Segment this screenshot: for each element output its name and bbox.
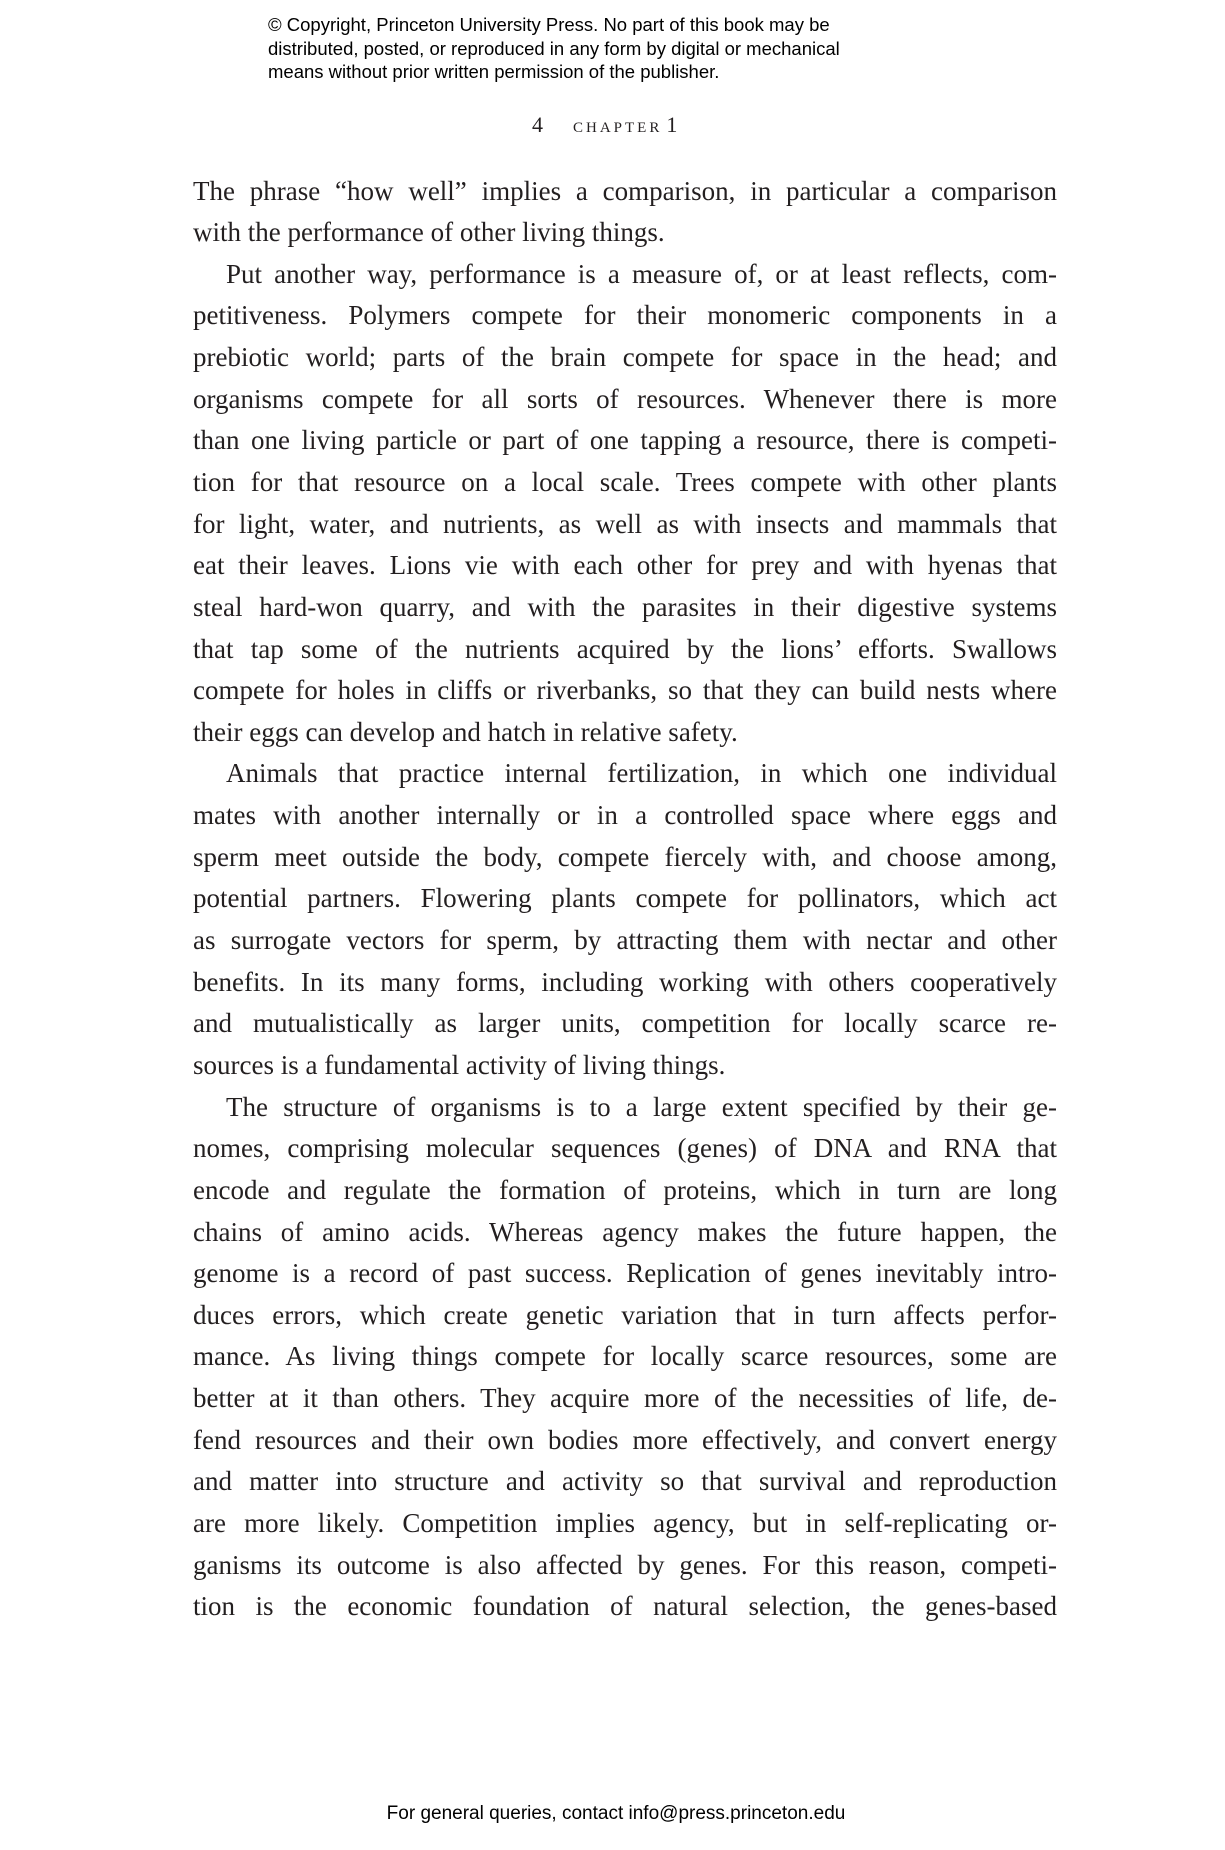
body-text bbox=[193, 171, 1057, 1628]
text-line: encode and regulate the formation of proteins, which in turn are long bbox=[193, 1174, 1057, 1205]
text-line: chains of amino acids. Whereas agency makes the future happen, the bbox=[193, 1216, 1057, 1247]
copyright-line: means without prior written permission of the publisher. bbox=[268, 61, 720, 82]
text-line: organisms compete for all sorts of resources. Whenever there is more bbox=[193, 383, 1057, 414]
text-line: Put another way, performance is a measure of, or at least reflects, com- bbox=[226, 258, 1057, 289]
copyright-line: © Copyright, Princeton University Press. No part of this book may be bbox=[268, 14, 830, 35]
text-line: The phrase “how well” implies a comparison, in particular a comparison bbox=[193, 175, 1057, 206]
copyright-line: distributed, posted, or reproduced in any form by digital or mechanical bbox=[268, 37, 840, 59]
text-line: tion for that resource on a local scale. Trees compete with other plants bbox=[193, 466, 1057, 497]
footer-contact: For general queries, contact info@press.princeton.edu bbox=[386, 1803, 846, 1824]
text-line: petitiveness. Polymers compete for their monomeric components in a bbox=[193, 300, 1057, 331]
text-line: compete for holes in cliffs or riverbanks, so that they can build nests where bbox=[193, 675, 1057, 706]
text-line: sources is a fundamental activity of living things. bbox=[193, 1049, 726, 1080]
text-line: potential partners. Flowering plants compete for pollinators, which act bbox=[193, 883, 1057, 914]
text-line: with the performance of other living things. bbox=[193, 217, 665, 248]
text-line: nomes, comprising molecular sequences (genes) of DNA and RNA that bbox=[193, 1133, 1057, 1164]
text-line: fend resources and their own bodies more effectively, and convert energy bbox=[193, 1424, 1057, 1455]
copyright-notice bbox=[268, 13, 988, 84]
text-line: better at it than others. They acquire more of the necessities of life, de- bbox=[193, 1383, 1057, 1414]
text-line: benefits. In its many forms, including working with others cooperatively bbox=[193, 966, 1057, 997]
page-number: 4 bbox=[532, 112, 543, 137]
text-line: are more likely. Competition implies agency, but in self-replicating or- bbox=[193, 1508, 1057, 1538]
text-line: and mutualistically as larger units, competition for locally scarce re- bbox=[193, 1008, 1057, 1039]
text-line: genome is a record of past success. Replication of genes inevitably intro- bbox=[193, 1258, 1057, 1289]
chapter-label: chapter bbox=[573, 112, 663, 137]
text-line: steal hard-won quarry, and with the parasites in their digestive systems bbox=[193, 591, 1057, 622]
text-line: than one living particle or part of one tapping a resource, there is competi- bbox=[193, 425, 1057, 456]
text-line: duces errors, which create genetic variation that in turn affects perfor- bbox=[193, 1299, 1057, 1330]
text-line: that tap some of the nutrients acquired by the lions’ efforts. Swallows bbox=[193, 633, 1057, 664]
text-line: prebiotic world; parts of the brain compete for space in the head; and bbox=[193, 342, 1057, 373]
text-line: tion is the economic foundation of natural selection, the genes-based bbox=[193, 1591, 1057, 1622]
text-line: sperm meet outside the body, compete fiercely with, and choose among, bbox=[193, 841, 1057, 872]
text-line: ganisms its outcome is also affected by genes. For this reason, competi- bbox=[193, 1549, 1057, 1580]
text-line: Animals that practice internal fertilization, in which one individual bbox=[226, 758, 1057, 789]
running-head bbox=[532, 112, 677, 138]
text-line: their eggs can develop and hatch in relative safety. bbox=[193, 716, 738, 747]
text-line: mance. As living things compete for locally scarce resources, some are bbox=[193, 1341, 1057, 1372]
chapter-number: 1 bbox=[666, 112, 678, 137]
text-line: eat their leaves. Lions vie with each other for prey and with hyenas that bbox=[193, 550, 1057, 581]
text-line: The structure of organisms is to a large extent specified by their ge- bbox=[226, 1091, 1057, 1122]
text-line: and matter into structure and activity so that survival and reproduction bbox=[193, 1466, 1057, 1497]
text-line: mates with another internally or in a controlled space where eggs and bbox=[193, 800, 1057, 831]
text-line: as surrogate vectors for sperm, by attracting them with nectar and other bbox=[193, 925, 1057, 956]
text-line: for light, water, and nutrients, as well as with insects and mammals that bbox=[193, 508, 1057, 539]
